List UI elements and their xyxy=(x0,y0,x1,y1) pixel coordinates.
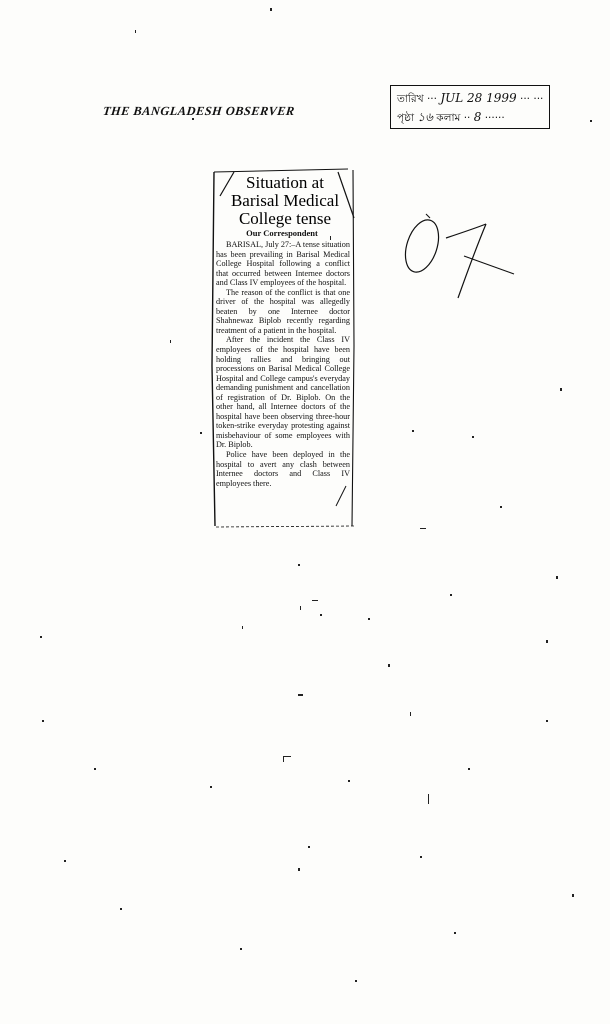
stamp-column-label: কলাম xyxy=(436,112,461,124)
stamp-page-row: পৃষ্ঠা ১৬ কলাম ·· 8 ······ xyxy=(397,110,505,124)
article-paragraph: The reason of the conflict is that one driver of the hospital was allegedly beaten by one Internee doctor Shahnewaz Biplob recently regarding treatment of a patient in the hospital. xyxy=(216,287,350,335)
article-byline: Our Correspondent xyxy=(246,228,318,238)
stamp-column-value: 8 xyxy=(473,110,482,124)
article-paragraph: Police have been deployed in the hospital to avert any clash between Internee doctors and Class IV employees there. xyxy=(216,450,350,488)
article-headline: Situation at Barisal Medical College tense xyxy=(230,173,340,228)
stamp-page-value: ১৬ xyxy=(417,110,433,124)
stamp-date-label: তারিখ xyxy=(397,93,424,105)
stamp-page-label: পৃষ্ঠা xyxy=(397,112,415,124)
article-paragraph: BARISAL, July 27:–A tense situation has been prevailing in Barisal Medical College Hospital following a conflict that occurred between Internee doctors and Class IV employees of the hospital. xyxy=(216,240,350,288)
newspaper-masthead: THE BANGLADESH OBSERVER xyxy=(102,104,296,118)
article-paragraph: After the incident the Class IV employees of the hospital have been holding rallies and bringing out processions on Barisal Medical College Hospital and College campus's everyday demanding punishment and cancellation of registration of Dr. Biplob. On the other hand, all Internee doctors of the hospital have been observing three-hour token-strike everyday protesting against misbehaviour of some employees with Dr. Biplob. xyxy=(216,335,350,450)
stamp-date-value: JUL 28 1999 xyxy=(440,91,517,105)
stamp-date-row: তারিখ ··· JUL 28 1999 ··· ··· xyxy=(397,91,544,105)
